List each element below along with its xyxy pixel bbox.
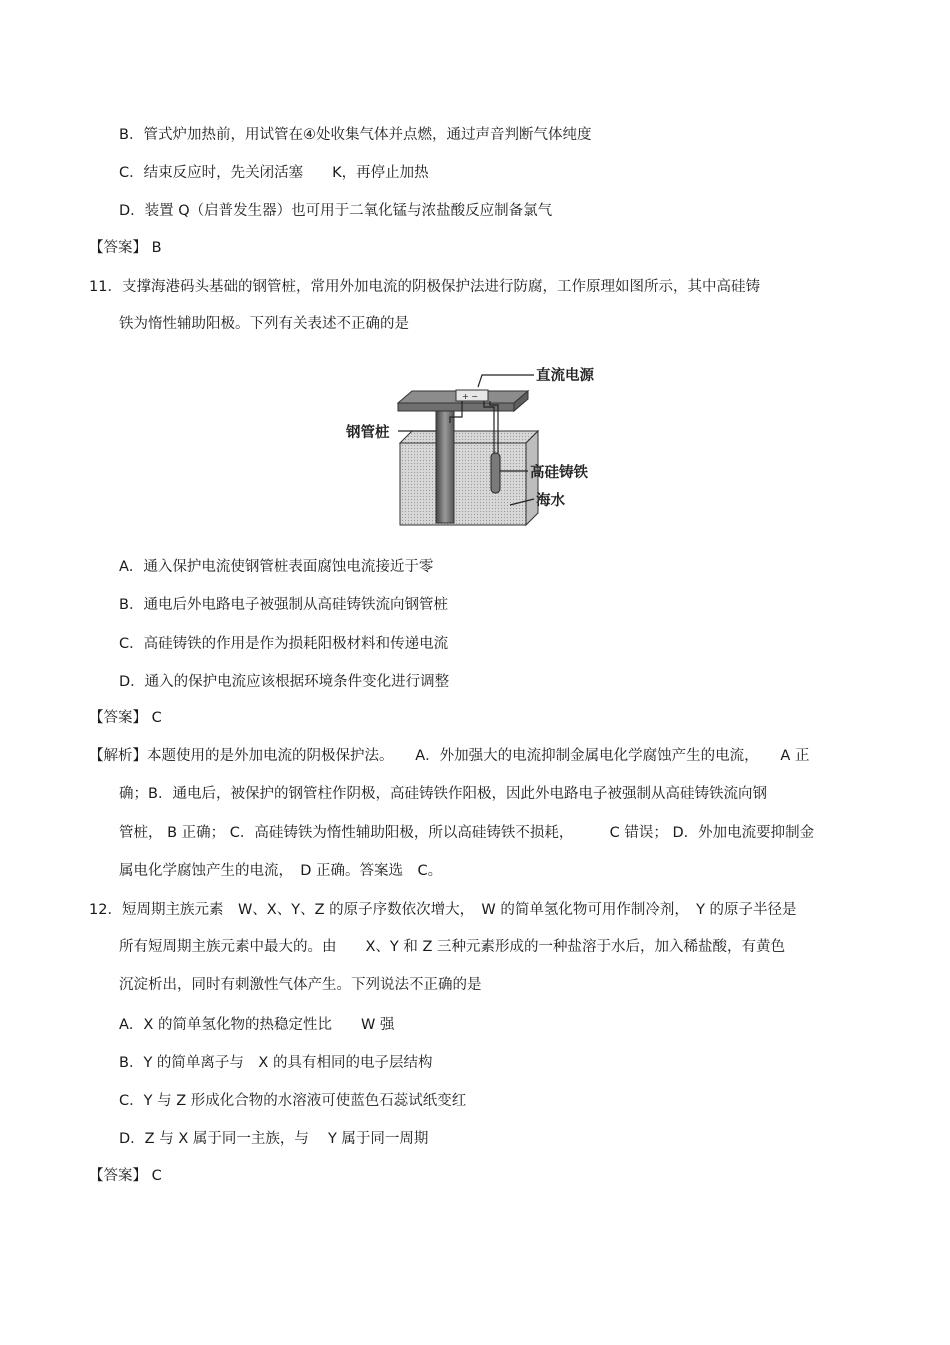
- q11-option-d: D．通入的保护电流应该根据环境条件变化进行调整: [119, 674, 450, 690]
- label-high-silicon-iron: 高硅铸铁: [530, 465, 588, 481]
- q12-option-b: B．Y 的简单离子与 X 的具有相同的电子层结构: [119, 1055, 433, 1071]
- q12-stem-line1: 12．短周期主族元素 W、X、Y、Z 的原子序数依次增大， W 的简单氢化物可用作制冷剂， Y 的原子半径是: [89, 902, 797, 918]
- q11-option-c: C．高硅铸铁的作用是作为损耗阳极材料和传递电流: [119, 636, 449, 652]
- q11-analysis-line2: 确；B．通电后，被保护的钢管柱作阴极，高硅铸铁作阳极，因此外电路电子被强制从高硅铸铁流向钢: [119, 786, 767, 802]
- seawater-tank: [400, 431, 538, 525]
- q11-option-a: A．通入保护电流使钢管桩表面腐蚀电流接近于零: [119, 559, 434, 575]
- svg-text:+ −: + −: [462, 392, 478, 401]
- dc-power-source: [456, 390, 488, 401]
- q12-stem-line2: 所有短周期主族元素中最大的。由 X、Y 和 Z 三种元素形成的一种盐溶于水后，加入稀盐酸，有黄色: [119, 939, 786, 955]
- label-steel-pile: 钢管桩: [346, 425, 390, 441]
- q12-stem-line3: 沉淀析出，同时有刺激性气体产生。下列说法不正确的是: [119, 977, 482, 993]
- q10-answer: 【答案】 B: [89, 240, 162, 256]
- q10-option-c: C．结束反应时，先关闭活塞 K，再停止加热: [119, 165, 429, 181]
- q11-analysis-line4: 属电化学腐蚀产生的电流， D 正确。答案选 C。: [119, 863, 443, 879]
- label-dc-power: 直流电源: [536, 368, 594, 384]
- q12-option-c: C．Y 与 Z 形成化合物的水溶液可使蓝色石蕊试纸变红: [119, 1093, 467, 1109]
- q11-stem-line1: 11．支撑海港码头基础的钢管桩，常用外加电流的阴极保护法进行防腐，工作原理如图所示，其中高硅铸: [89, 279, 760, 295]
- q11-option-b: B．通电后外电路电子被强制从高硅铸铁流向钢管桩: [119, 597, 448, 613]
- q11-stem-line2: 铁为惰性辅助阳极。下列有关表述不正确的是: [119, 316, 409, 332]
- steel-pile: [436, 411, 454, 523]
- q11-analysis-line3: 管桩， B 正确； C．高硅铸铁为惰性辅助阳极，所以高硅铸铁不损耗， C 错误； D．外加电流要抑制金: [119, 825, 815, 841]
- q12-option-d: D．Z 与 X 属于同一主族，与 Y 属于同一周期: [119, 1131, 429, 1147]
- q12-answer: 【答案】 C: [89, 1168, 162, 1184]
- q11-answer: 【答案】 C: [89, 710, 162, 726]
- q10-option-d: D．装置 Q（启普发生器）也可用于二氧化锰与浓盐酸反应制备氯气: [119, 203, 553, 219]
- label-seawater: 海水: [536, 493, 565, 509]
- q12-option-a: A．X 的简单氢化物的热稳定性比 W 强: [119, 1017, 395, 1033]
- cathodic-protection-diagram: [338, 357, 610, 533]
- high-silicon-iron-rod: [491, 453, 500, 493]
- q11-analysis-line1: 【解析】本题使用的是外加电流的阴极保护法。 A．外加强大的电流抑制金属电化学腐蚀产生的电流， A 正: [89, 748, 810, 764]
- q10-option-b: B．管式炉加热前，用试管在④处收集气体并点燃，通过声音判断气体纯度: [119, 127, 592, 143]
- diagram-svg: [338, 357, 610, 533]
